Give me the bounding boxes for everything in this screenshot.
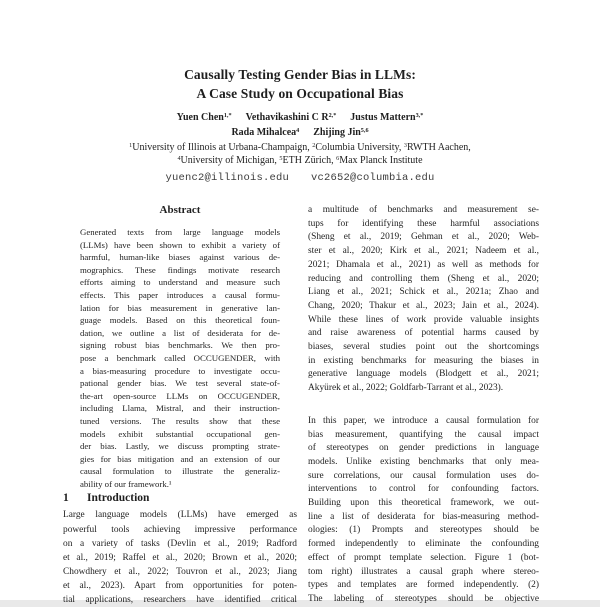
text-line: Large language models (LLMs) have emerged as <box>63 510 297 521</box>
text-line: (LLMs) have been shown to exhibit a variety of <box>80 239 280 250</box>
text-line: pational gender bias. We test several state-of- <box>80 378 280 389</box>
text-line: Generated texts from large language models <box>80 227 280 237</box>
affiliation-superscript: 5 <box>279 155 283 163</box>
text-line: dation, we outline a list of desiderata for de- <box>80 327 280 338</box>
text-line: bias measurement, quantifying the causal impact <box>308 429 539 440</box>
email-address: yuenc2@illinois.edu <box>165 171 289 184</box>
affiliation-name: ETH Zürich, <box>282 155 337 167</box>
affiliation-line <box>0 154 600 167</box>
text-line: models exhibit substantial occupational gen- <box>80 428 280 439</box>
text-line: The labeling of stereotypes should be objective <box>308 593 539 604</box>
paragraph <box>308 415 539 607</box>
text-line: Chang, 2020; Thakur et al., 2023; Jain et al., 2024). <box>308 300 539 311</box>
author-superscript: 4 <box>296 126 300 134</box>
author-name: Zhijing Jin <box>313 127 361 138</box>
text-line: biases, several studies point out the shortcomings <box>308 342 539 353</box>
affiliation-name: Columbia University, <box>315 142 404 153</box>
section-title: Introduction <box>87 492 150 505</box>
text-line: causal formulation to illustrate the generaliz- <box>80 466 280 477</box>
email-address: vc2652@columbia.edu <box>311 171 435 184</box>
email-line <box>0 172 600 184</box>
text-line: Akyürek et al., 2022; Goldfarb-Tarrant et al., 2023). <box>308 383 504 394</box>
text-line: powerful tools achieving impressive performance <box>63 524 297 535</box>
section-heading-introduction <box>63 491 297 505</box>
affiliation-name: University of Illinois at Urbana-Champaign, <box>132 142 313 153</box>
paper-header <box>0 65 600 184</box>
text-line: and raise awareness of potential harms caused by <box>308 328 539 339</box>
text-line: (Sheng et al., 2019; Gehman et al., 2020; Web- <box>308 232 539 243</box>
author-row <box>0 125 600 140</box>
text-line: In this paper, we introduce a causal formulation for <box>308 415 539 426</box>
text-line: types and templates are formed independently. (2) <box>308 580 539 591</box>
text-line: line a list of desiderata for bias-measuring method- <box>308 511 539 522</box>
text-line: lation for bias measurement in generative lan- <box>80 302 280 313</box>
text-line: formed independently to eliminate the confounding <box>308 539 539 550</box>
text-line: tuned versions. The results show that these <box>80 415 280 426</box>
text-line: Building upon this theoretical framework, we out- <box>308 498 539 509</box>
author-name: Vethavikashini C R <box>245 112 329 123</box>
text-line: ologies: (1) Prompts and stereotypes should be <box>308 525 539 536</box>
text-line: a multitude of benchmarks and measurement se- <box>308 205 539 215</box>
affiliation-name: University of Michigan, <box>180 155 280 167</box>
text-line: et al., 2019; Raffel et al., 2020; Brown et al., 2020; <box>63 552 297 563</box>
author-superscript: 5,6 <box>360 126 369 134</box>
author-row <box>0 110 600 125</box>
author <box>313 127 368 138</box>
author <box>350 112 423 123</box>
abstract-section <box>80 204 280 490</box>
affiliation-line <box>0 141 600 154</box>
text-line: generative language models (Blodgett et al., 2021; <box>308 369 539 380</box>
affiliation-superscript: 6 <box>336 155 340 163</box>
author <box>246 112 337 123</box>
abstract-body <box>80 226 280 490</box>
text-line: gies for bias mitigation and an extension of our <box>80 453 280 464</box>
affiliation-name: RWTH Aachen, <box>406 142 471 153</box>
text-line: interventions to control for confounding factors. <box>308 484 539 495</box>
affiliation-superscript: 3 <box>403 141 407 149</box>
text-line: ability of our framework.¹ <box>80 478 172 489</box>
text-line: guage models. Based on this theoretical foun- <box>80 315 280 326</box>
text-line: in existing benchmarks for measuring the biases in <box>308 355 539 366</box>
text-line: of stereotypes on gender predictions in language <box>308 443 539 454</box>
text-line: harmful, human-like biases against various de- <box>80 252 280 263</box>
author-superscript: 2,* <box>328 111 337 119</box>
paper-title <box>0 65 600 103</box>
abstract-heading: Abstract <box>159 204 201 216</box>
text-line: der bias. Lastly, we discuss prompting strate- <box>80 441 280 452</box>
author-name: Justus Mattern <box>350 112 416 123</box>
author-superscript: 3,* <box>415 111 424 119</box>
left-column <box>63 204 297 607</box>
text-line: Chowdhery et al., 2022; Touvron et al., 2023; Jiang <box>63 566 297 577</box>
affiliation-name: Max Planck Institute <box>339 155 423 167</box>
author <box>231 127 299 138</box>
text-line: reducing and controlling them (Sheng et al., 2020; <box>308 273 539 284</box>
text-line: including Llama, Mistral, and their instruction- <box>80 403 280 414</box>
affiliation <box>312 142 404 153</box>
affiliation-superscript: 1 <box>129 141 133 149</box>
text-line: While these lines of work provide valuable insights <box>308 314 539 325</box>
text-line: effect of prompt template selection. Figure 1 (bot- <box>308 552 539 563</box>
affiliation <box>279 155 336 166</box>
text-line: models. Unlike existing benchmarks that only mea- <box>308 456 539 467</box>
text-line: ster et al., 2020; Kirk et al., 2021; Nadeem et al., <box>308 246 539 257</box>
text-line: tups for identifying these harmful associations <box>308 218 539 229</box>
affiliation <box>129 142 312 153</box>
text-line: tom right) illustrates a causal graph where stereo- <box>308 566 539 577</box>
author-block <box>0 110 600 140</box>
author-superscript: 1,* <box>223 111 232 119</box>
text-line: efforts aiming to understand and measure such <box>80 277 280 288</box>
text-line: Liang et al., 2021; Schick et al., 2021a; Zhao and <box>308 287 539 298</box>
text-line: 2021; Dhamala et al., 2021) as well as methods for <box>308 259 539 270</box>
paper-title-line-2: A Case Study on Occupational Bias <box>196 86 404 101</box>
section-number: 1 <box>63 492 69 505</box>
text-line: on a variety of tasks (Devlin et al., 2019; Radford <box>63 538 297 549</box>
text-line: tial applications, researchers have identified critical <box>63 595 297 606</box>
affiliation <box>177 155 279 166</box>
affiliation-superscript: 4 <box>177 155 181 163</box>
text-line: a bias-measuring procedure to investigate occu- <box>80 365 280 376</box>
text-line: signing robust bias benchmarks. We then pro- <box>80 340 280 351</box>
author <box>177 112 232 123</box>
right-column <box>308 204 539 607</box>
author-name: Rada Mihalcea <box>231 127 297 138</box>
affiliation-block <box>0 141 600 168</box>
text-line: the-art open-source LLMs on OCCUGENDER, <box>80 390 280 401</box>
text-line: sure correlations, our causal formulation uses do- <box>308 470 539 481</box>
text-line: effects. This paper introduces a causal formu- <box>80 289 280 300</box>
affiliation <box>336 155 422 166</box>
paper-title-line-1: Causally Testing Gender Bias in LLMs: <box>184 67 416 82</box>
author-name: Yuen Chen <box>176 112 224 123</box>
introduction-body <box>63 508 297 607</box>
text-line: pose a benchmark called OCCUGENDER, with <box>80 352 280 363</box>
text-line: et al., 2023). Apart from opportunities for poten- <box>63 580 297 591</box>
affiliation <box>404 142 471 153</box>
text-line: mographics. These findings motivate research <box>80 264 280 275</box>
paragraph <box>308 204 539 396</box>
affiliation-superscript: 2 <box>312 141 316 149</box>
